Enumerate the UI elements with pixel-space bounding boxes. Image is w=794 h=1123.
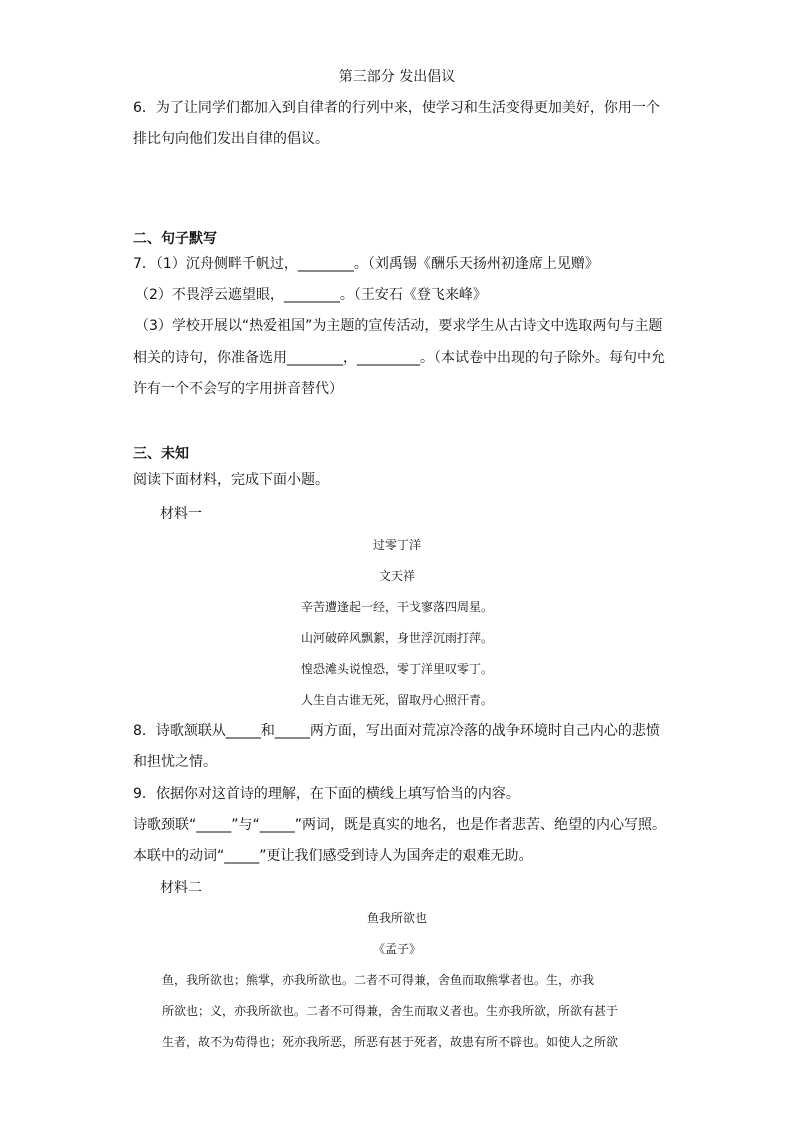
question-9-line-1: 9．依据你对这首诗的理解，在下面的横线上填写恰当的内容。 xyxy=(133,786,520,802)
poem-line: 辛苦遭逢起一经，干戈寥落四周星。 xyxy=(300,600,493,614)
question-6-line-1: 6．为了让同学们都加入到自律者的行列中来，使学习和生活变得更加美好，你用一个 xyxy=(133,100,660,116)
prose-line: 所欲也；义，亦我所欲也。二者不可得兼，舍生而取义者也。生亦我所欲，所欲有甚于 xyxy=(162,1004,619,1018)
poem-author: 文天祥 xyxy=(378,569,415,583)
question-9-line-2: 诗歌颈联“_____”与“_____”两词，既是真实的地名，也是作者悲苦、绝望的内心写照。 xyxy=(133,817,667,833)
question-8-line-1: 8．诗歌颔联从_____和_____两方面，写出面对荒凉冷落的战争环境时自己内心的悲愤 xyxy=(133,723,660,739)
question-7-1: 7．（1）沉舟侧畔千帆过，________。（刘禹锡《酬乐天扬州初逢席上见赠》 xyxy=(133,256,599,272)
prose-title: 鱼我所欲也 xyxy=(366,911,427,925)
material-2-label: 材料二 xyxy=(160,880,202,896)
poem-title: 过零丁洋 xyxy=(372,538,421,552)
material-1-label: 材料一 xyxy=(160,506,202,522)
question-7-3-line-1: （3）学校开展以“热爱祖国”为主题的宣传活动，要求学生从古诗文中选取两句与主题 xyxy=(135,318,663,334)
question-6-line-2: 排比句向他们发出自律的倡议。 xyxy=(133,131,329,147)
section-2-heading: 二、句子默写 xyxy=(133,231,217,247)
reading-instruction: 阅读下面材料，完成下面小题。 xyxy=(133,472,329,488)
question-9-line-3: 本联中的动词“_____”更让我们感受到诗人为国奔走的艰难无助。 xyxy=(133,848,533,864)
prose-line: 生者，故不为苟得也；死亦我所恶，所恶有甚于死者，故患有所不辟也。如使人之所欲 xyxy=(162,1035,619,1049)
poem-line: 人生自古谁无死，留取丹心照汗青。 xyxy=(300,693,493,707)
prose-line: 鱼，我所欲也；熊掌，亦我所欲也。二者不可得兼，舍鱼而取熊掌者也。生，亦我 xyxy=(162,973,595,987)
question-8-line-2: 和担忧之情。 xyxy=(133,754,217,770)
question-7-3-line-3: 许有一个不会写的字用拼音替代） xyxy=(133,381,343,397)
poem-line: 惶恐滩头说惶恐，零丁洋里叹零丁。 xyxy=(300,662,493,676)
question-7-3-line-2: 相关的诗句，你准备选用________，_________。（本试卷中出现的句子除外。每句中允 xyxy=(133,350,665,366)
question-7-2: （2）不畏浮云遮望眼，________。（王安石《登飞来峰》 xyxy=(135,287,487,303)
part3-title: 第三部分 发出倡议 xyxy=(338,69,456,85)
section-3-heading: 三、未知 xyxy=(133,446,189,462)
prose-author: 《孟子》 xyxy=(372,942,421,956)
poem-line: 山河破碎风飘絮，身世浮沉雨打萍。 xyxy=(300,631,493,645)
